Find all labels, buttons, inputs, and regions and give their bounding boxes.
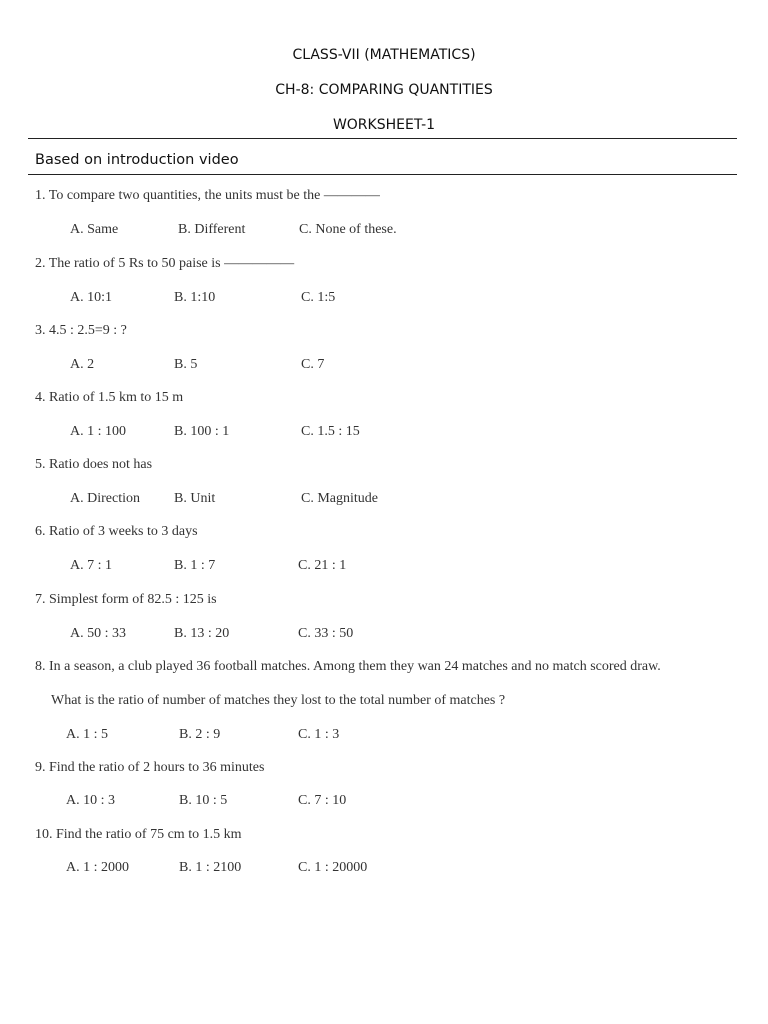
q1-option-c: C. None of these. (299, 222, 397, 237)
question-8: 8. In a season, a club played 36 football matches. Among them they wan 24 matches and no match scored draw. (35, 659, 661, 674)
q10-option-a: A. 1 : 2000 (66, 860, 129, 875)
question-8-continued: What is the ratio of number of matches they lost to the total number of matches ? (51, 693, 506, 708)
q2-option-a: A. 10:1 (70, 290, 112, 305)
q6-option-b: B. 1 : 7 (174, 558, 216, 573)
section-title: Based on introduction video (35, 152, 239, 168)
q5-option-c: C. Magnitude (301, 491, 378, 506)
worksheet-number-title: WORKSHEET-1 (332, 117, 436, 133)
q4-option-b: B. 100 : 1 (174, 424, 230, 439)
question-5: 5. Ratio does not has (35, 457, 153, 472)
question-1: 1. To compare two quantities, the units must be the ———— (35, 188, 380, 203)
worksheet-class-title: CLASS-VII (MATHEMATICS) (292, 47, 476, 63)
section-divider (28, 174, 737, 175)
q4-option-a: A. 1 : 100 (70, 424, 126, 439)
q7-option-a: A. 50 : 33 (70, 626, 126, 641)
q3-option-a: A. 2 (70, 357, 95, 372)
q7-option-b: B. 13 : 20 (174, 626, 230, 641)
q10-option-b: B. 1 : 2100 (179, 860, 242, 875)
q2-option-b: B. 1:10 (174, 290, 216, 305)
question-4: 4. Ratio of 1.5 km to 15 m (35, 390, 184, 405)
q9-option-b: B. 10 : 5 (179, 793, 228, 808)
question-9: 9. Find the ratio of 2 hours to 36 minutes (35, 760, 265, 775)
question-10: 10. Find the ratio of 75 cm to 1.5 km (35, 827, 242, 842)
worksheet-chapter-title: CH-8: COMPARING QUANTITIES (275, 82, 493, 98)
q3-option-b: B. 5 (174, 357, 198, 372)
q1-option-a: A. Same (70, 222, 119, 237)
question-6: 6. Ratio of 3 weeks to 3 days (35, 524, 198, 539)
question-3: 3. 4.5 : 2.5=9 : ? (35, 323, 127, 338)
q6-option-a: A. 7 : 1 (70, 558, 112, 573)
q5-option-b: B. Unit (174, 491, 216, 506)
q3-option-c: C. 7 (301, 357, 325, 372)
q8-option-b: B. 2 : 9 (179, 727, 221, 742)
q1-option-b: B. Different (178, 222, 246, 237)
header-divider (28, 138, 737, 139)
q9-option-c: C. 7 : 10 (298, 793, 347, 808)
q2-option-c: C. 1:5 (301, 290, 336, 305)
q7-option-c: C. 33 : 50 (298, 626, 354, 641)
q5-option-a: A. Direction (70, 491, 140, 506)
q6-option-c: C. 21 : 1 (298, 558, 347, 573)
q4-option-c: C. 1.5 : 15 (301, 424, 360, 439)
q8-option-a: A. 1 : 5 (66, 727, 108, 742)
question-2: 2. The ratio of 5 Rs to 50 paise is ————— (35, 256, 295, 271)
question-7: 7. Simplest form of 82.5 : 125 is (35, 592, 217, 607)
q9-option-a: A. 10 : 3 (66, 793, 115, 808)
q10-option-c: C. 1 : 20000 (298, 860, 368, 875)
q8-option-c: C. 1 : 3 (298, 727, 340, 742)
